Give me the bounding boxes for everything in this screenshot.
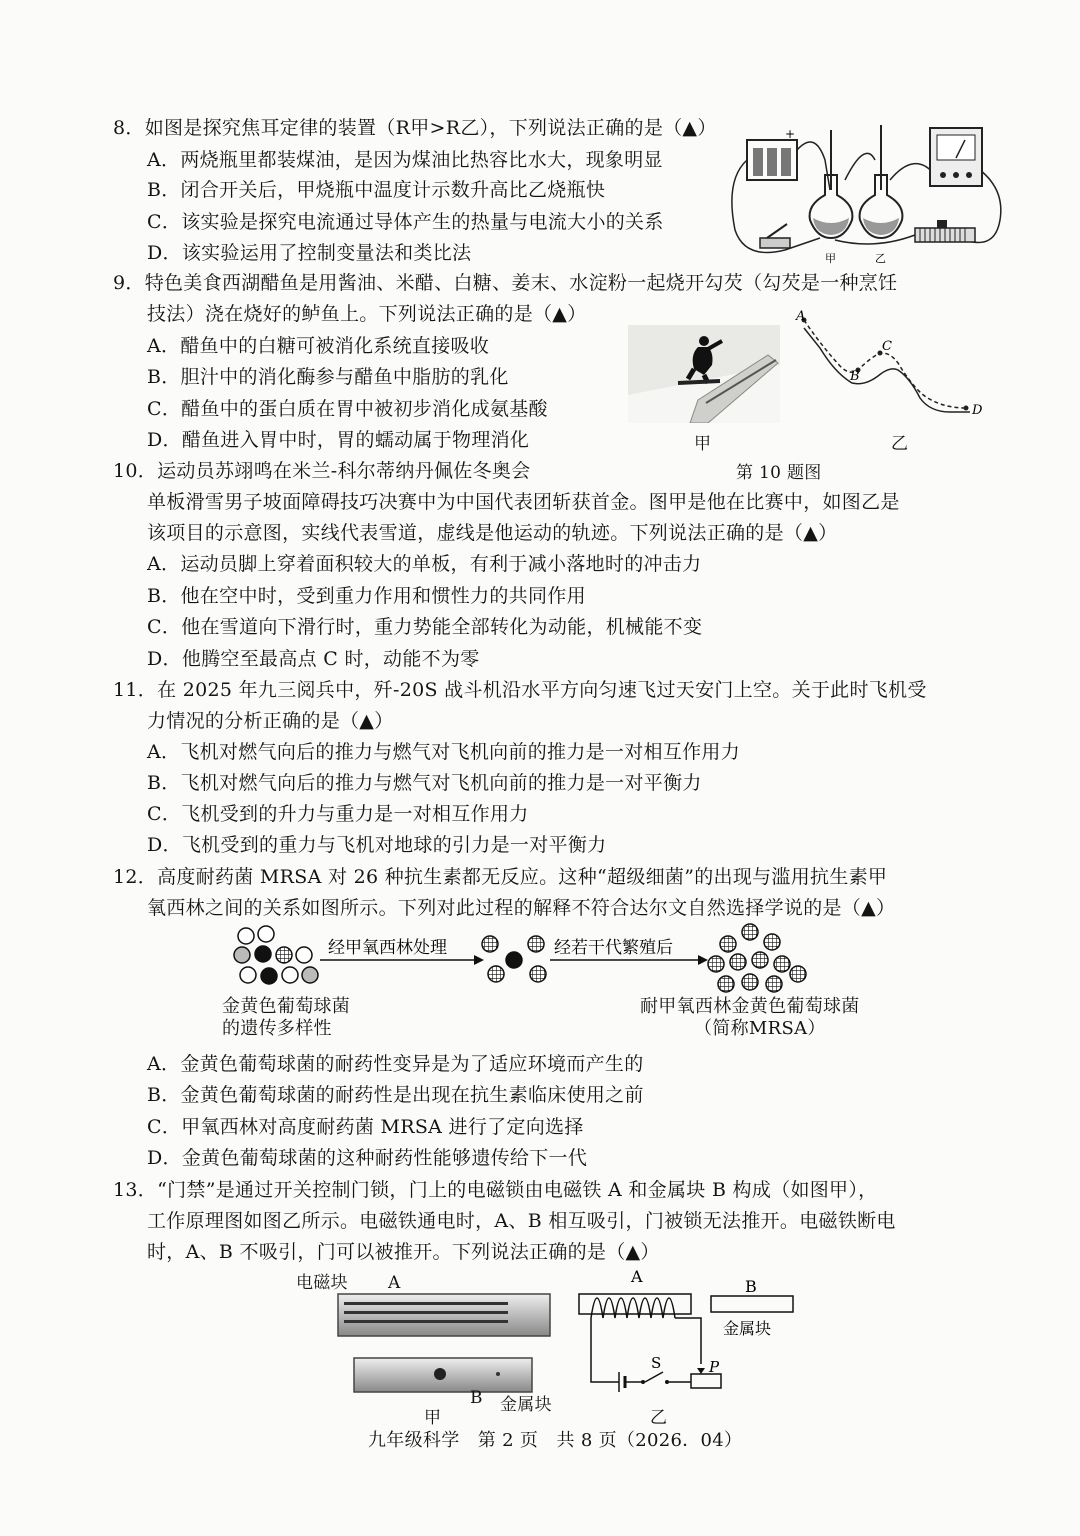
electromagnet-a-label: A — [388, 1273, 401, 1293]
q13-stem-line2: 工作原理图如图乙所示。电磁铁通电时，A、B 相互吸引，门被锁无法推开。电磁铁断电 — [147, 1210, 896, 1232]
circuit-b-label: B — [745, 1277, 757, 1296]
q10-option-c: C．他在雪道向下滑行时，重力势能全部转化为动能，机械能不变 — [147, 616, 703, 638]
q10-stem-line1: 10．运动员苏翊鸣在米兰-科尔蒂纳丹佩佐冬奥会 — [113, 460, 531, 482]
fig10-caption: 第 10 题图 — [736, 463, 822, 483]
q12-right-label-line2: （简称MRSA） — [694, 1018, 826, 1039]
q11-option-b: B．飞机对燃气向后的推力与燃气对飞机向前的推力是一对平衡力 — [147, 772, 702, 794]
coil-icon — [591, 1298, 675, 1318]
rheostat-symbol — [691, 1374, 721, 1388]
q12-left-label-line2: 的遗传多样性 — [222, 1018, 332, 1039]
point-a-label: A — [796, 309, 806, 324]
switch-s-label: S — [651, 1354, 662, 1372]
fig10-label-jia: 甲 — [694, 434, 712, 454]
ammeter-icon — [930, 128, 982, 186]
fig13-label-yi: 乙 — [650, 1408, 668, 1428]
battery-icon — [747, 127, 797, 180]
q12-stem-line1: 12．高度耐药菌 MRSA 对 26 种抗生素都无反应。这种“超级细菌”的出现与滥用抗生素甲 — [113, 866, 888, 888]
q13-stem-line3: 时，A、B 不吸引，门可以被推开。下列说法正确的是（▲） — [147, 1241, 660, 1263]
q9-option-d: D．醋鱼进入胃中时，胃的蠕动属于物理消化 — [147, 429, 530, 451]
q8-option-d: D．该实验运用了控制变量法和类比法 — [147, 242, 472, 264]
arrow-2-label: 经若干代繁殖后 — [554, 938, 673, 958]
flask-jia-label: 甲 — [825, 252, 836, 265]
svg-text:+: + — [785, 127, 796, 141]
switch-icon — [760, 224, 790, 248]
q10-option-a: A．运动员脚上穿着面积较大的单板，有利于减小落地时的冲击力 — [147, 553, 702, 575]
q9-option-a: A．醋鱼中的白糖可被消化系统直接吸收 — [147, 335, 490, 357]
q12-right-label-line1: 耐甲氧西林金黄色葡萄球菌 — [640, 996, 860, 1017]
q13-stem-line1: 13．“门禁”是通过开关控制门锁，门上的电磁锁由电磁铁 A 和金属块 B 构成（如图甲）， — [113, 1179, 878, 1201]
joule-law-apparatus-figure — [725, 120, 1007, 270]
q12-option-c: C．甲氧西林对高度耐药菌 MRSA 进行了定向选择 — [147, 1116, 584, 1138]
q9-option-c: C．醋鱼中的蛋白质在胃中被初步消化成氨基酸 — [147, 398, 548, 420]
snowboarder-photo — [628, 325, 780, 423]
point-b-label: B — [850, 369, 860, 384]
circuit-a-label: A — [631, 1268, 643, 1286]
q11-option-d: D．飞机受到的重力与飞机对地球的引力是一对平衡力 — [147, 834, 607, 856]
q8-option-b: B．闭合开关后，甲烧瓶中温度计示数升高比乙烧瓶快 — [147, 179, 606, 201]
q11-option-a: A．飞机对燃气向后的推力与燃气对飞机向前的推力是一对相互作用力 — [147, 741, 741, 763]
metal-block-symbol — [711, 1296, 793, 1312]
q8-stem: 8．如图是探究焦耳定律的装置（R甲>R乙），下列说法正确的是（▲） — [113, 117, 717, 139]
q10-stem-line2: 单板滑雪男子坡面障碍技巧决赛中为中国代表团斩获首金。图甲是他在比赛中，如图乙是 — [147, 491, 900, 513]
slider-p-label: P — [709, 1358, 720, 1376]
flask-yi-label: 乙 — [875, 252, 886, 265]
q10-option-b: B．他在空中时，受到重力作用和惯性力的共同作用 — [147, 585, 586, 607]
point-c-label: C — [882, 339, 892, 354]
q11-stem-line2: 力情况的分析正确的是（▲） — [147, 710, 394, 732]
diverse-bacteria-group — [234, 926, 318, 984]
arrow-1-label: 经甲氧西林处理 — [328, 938, 447, 958]
q10-option-d: D．他腾空至最高点 C 时，动能不为零 — [147, 648, 480, 670]
electromagnet-label: 电磁块 — [296, 1273, 348, 1293]
trajectory-diagram — [790, 308, 990, 426]
bacteria-selection-figure — [228, 922, 828, 994]
q9-option-b: B．胆汁中的消化酶参与醋鱼中脂肪的乳化 — [147, 366, 509, 388]
q9-stem-line1: 9．特色美食西湖醋鱼是用酱油、米醋、白糖、姜末、水淀粉一起烧开勾芡（勾芡是一种烹饪 — [113, 272, 898, 294]
metal-block-label: 金属块 — [500, 1395, 552, 1415]
flask-jia-icon — [810, 130, 853, 238]
fig13-label-jia: 甲 — [424, 1408, 442, 1428]
fig10-label-yi: 乙 — [891, 434, 909, 454]
circuit-metal-label: 金属块 — [723, 1319, 772, 1338]
rheostat-icon — [915, 220, 975, 242]
q12-stem-line2: 氧西林之间的关系如图所示。下列对此过程的解释不符合达尔文自然选择学说的是（▲） — [147, 897, 896, 919]
metal-b-label: B — [470, 1388, 483, 1408]
q11-option-c: C．飞机受到的升力与重力是一对相互作用力 — [147, 803, 529, 825]
page-footer: 九年级科学 第 2 页 共 8 页（2026．04） — [368, 1430, 743, 1451]
point-d-label: D — [972, 403, 983, 418]
surviving-bacteria-group — [482, 936, 546, 982]
mrsa-group — [708, 924, 806, 992]
switch-symbol — [641, 1380, 645, 1384]
q12-left-label-line1: 金黄色葡萄球菌 — [222, 996, 351, 1017]
q12-option-b: B．金黄色葡萄球菌的耐药性是出现在抗生素临床使用之前 — [147, 1084, 644, 1106]
flask-yi-icon — [860, 125, 903, 238]
q10-stem-line3: 该项目的示意图，实线代表雪道，虚线是他运动的轨迹。下列说法正确的是（▲） — [147, 522, 838, 544]
q9-stem-line2: 技法）浇在烧好的鲈鱼上。下列说法正确的是（▲） — [147, 303, 587, 325]
door-lock-circuit-diagram — [575, 1268, 815, 1398]
q12-option-a: A．金黄色葡萄球菌的耐药性变异是为了适应环境而产生的 — [147, 1053, 644, 1075]
q8-option-c: C．该实验是探究电流通过导体产生的热量与电流大小的关系 — [147, 211, 664, 233]
q8-option-a: A．两烧瓶里都装煤油，是因为煤油比热容比水大，现象明显 — [147, 149, 663, 171]
q12-option-d: D．金黄色葡萄球菌的这种耐药性能够遗传给下一代 — [147, 1147, 588, 1169]
q11-stem-line1: 11．在 2025 年九三阅兵中，歼-20S 战斗机沿水平方向匀速飞过天安门上空。关于此时飞机受 — [113, 679, 927, 701]
